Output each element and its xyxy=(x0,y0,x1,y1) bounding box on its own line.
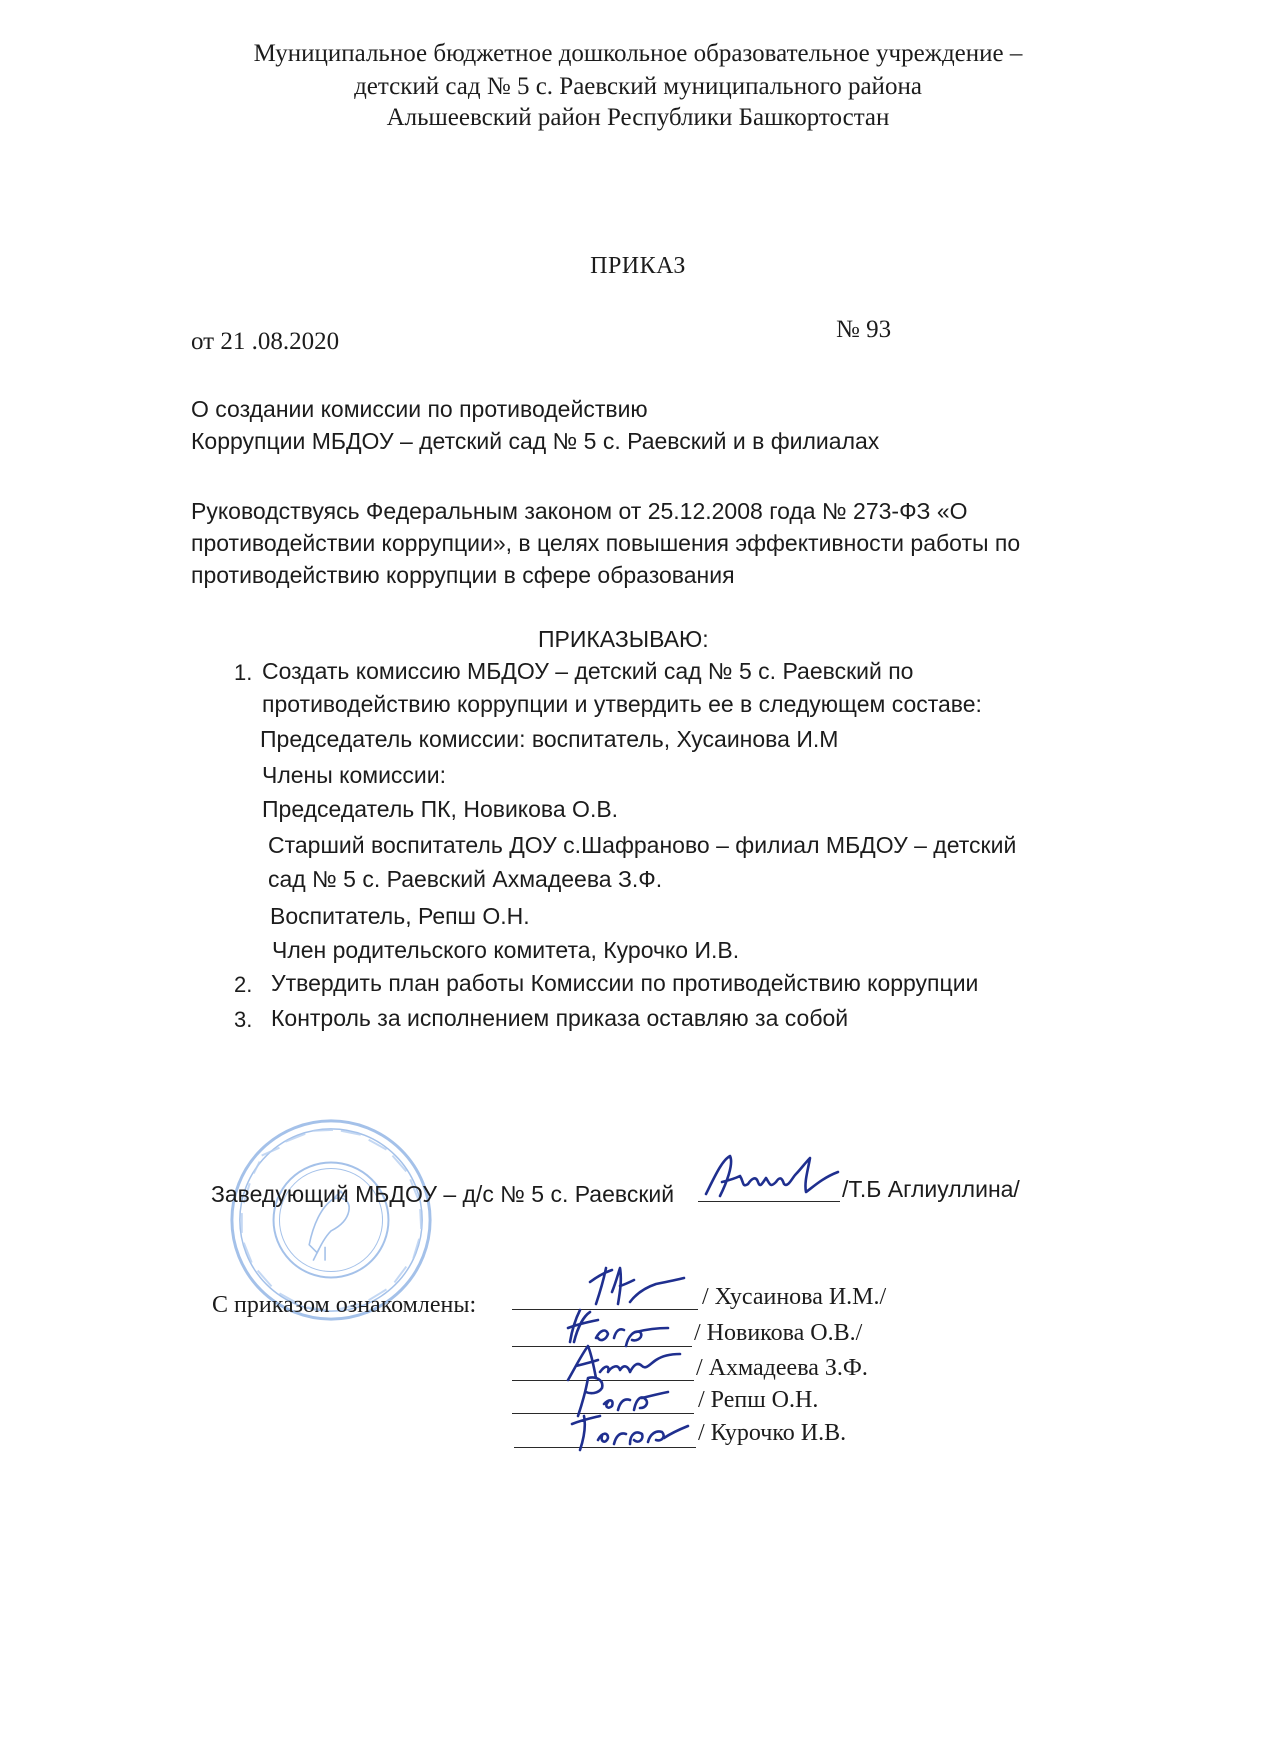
order-heading: ПРИКАЗЫВАЮ: xyxy=(538,626,709,652)
preamble-line-2: противодействии коррупции», в целях повышения эффективности работы по xyxy=(191,530,1021,556)
subject-line-1: О создании комиссии по противодействию xyxy=(191,396,648,422)
head-signature-label: Заведующий МБДОУ – д/с № 5 с. Раевский xyxy=(211,1181,675,1207)
item-line: Член родительского комитета, Курочко И.В. xyxy=(272,937,740,963)
item-text: Утвердить план работы Комиссии по противодействию коррупции xyxy=(271,970,979,996)
document-type: ПРИКАЗ xyxy=(590,253,686,279)
ack-name: / Новикова О.В./ xyxy=(694,1320,863,1346)
subject-line-2: Коррупции МБДОУ – детский сад № 5 с. Раевский и в филиалах xyxy=(191,428,880,454)
ack-name: / Репш О.Н. xyxy=(698,1387,819,1413)
acknowledged-label: С приказом ознакомлены: xyxy=(212,1292,477,1318)
item-line: Старший воспитатель ДОУ с.Шафраново – филиал МБДОУ – детский xyxy=(268,832,1017,858)
item-line: Председатель комиссии: воспитатель, Хусаинова И.М xyxy=(260,726,839,752)
item-line: Члены комиссии: xyxy=(262,762,447,788)
head-name: /Т.Б Аглиуллина/ xyxy=(842,1176,1020,1202)
ack-name: / Хусаинова И.М./ xyxy=(702,1284,887,1310)
item-number: 2. xyxy=(234,972,253,997)
item-line: Председатель ПК, Новикова О.В. xyxy=(262,796,619,822)
head-handwritten-signature xyxy=(700,1148,846,1206)
handwritten-signature xyxy=(554,1404,694,1456)
header-line-1: Муниципальное бюджетное дошкольное образовательное учреждение – xyxy=(253,40,1023,67)
item-line: Воспитатель, Репш О.Н. xyxy=(270,903,530,929)
order-number: № 93 xyxy=(836,316,892,343)
ack-name: / Ахмадеева З.Ф. xyxy=(696,1355,868,1381)
item-line: противодействию коррупции и утвердить ее в следующем составе: xyxy=(262,691,982,717)
preamble-line-1: Руководствуясь Федеральным законом от 25.12.2008 года № 273-ФЗ «О xyxy=(191,498,968,524)
item-line: Создать комиссию МБДОУ – детский сад № 5 с. Раевский по xyxy=(262,658,914,684)
header-line-2: детский сад № 5 с. Раевский муниципального района xyxy=(354,73,922,100)
item-number: 1. xyxy=(234,660,253,685)
order-date: от 21 .08.2020 xyxy=(191,328,340,355)
header-line-3: Альшеевский район Республики Башкортостан xyxy=(386,104,890,131)
item-line: сад № 5 с. Раевский Ахмадеева З.Ф. xyxy=(268,866,663,892)
item-number: 3. xyxy=(234,1007,253,1032)
ack-name: / Курочко И.В. xyxy=(698,1420,847,1446)
preamble-line-3: противодействию коррупции в сфере образования xyxy=(191,562,735,588)
item-text: Контроль за исполнением приказа оставляю за собой xyxy=(271,1005,849,1031)
